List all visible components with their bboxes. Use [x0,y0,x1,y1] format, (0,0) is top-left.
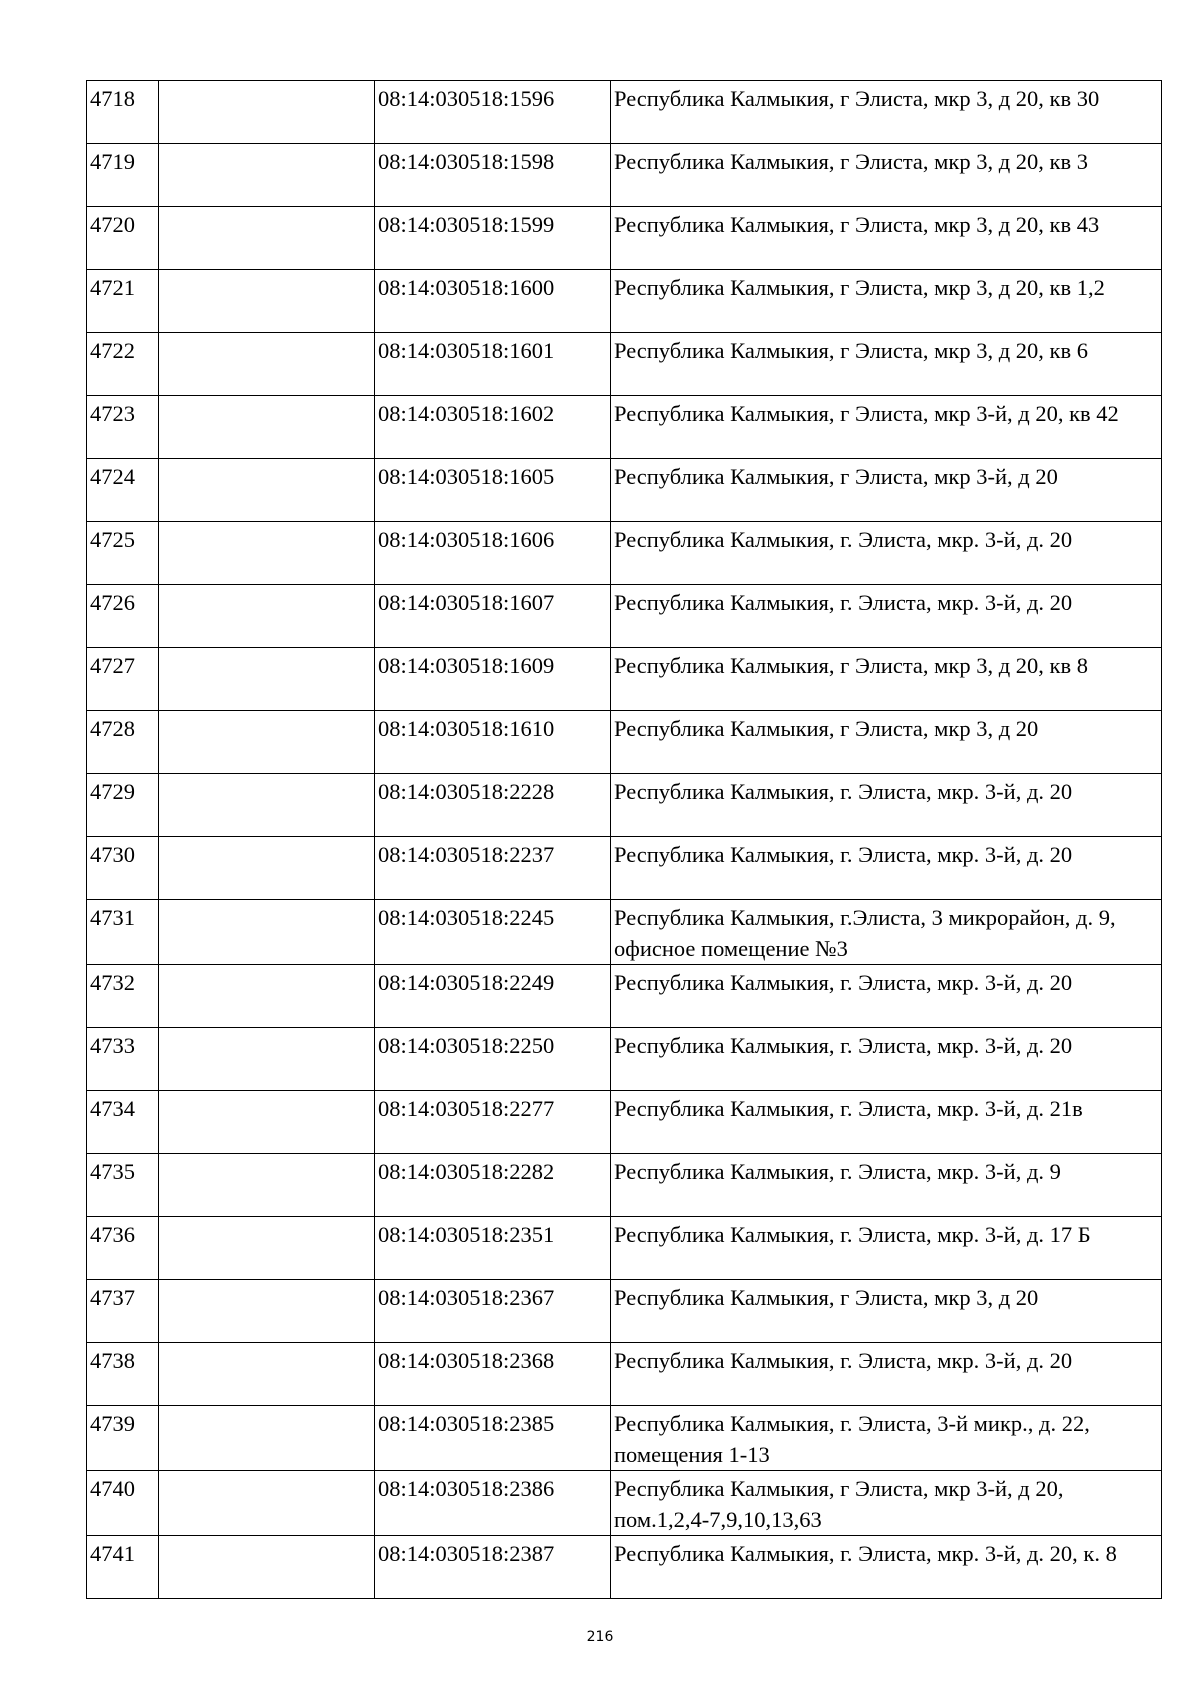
table-row [87,81,1162,144]
address-cell: Республика Калмыкия, г Элиста, мкр 3-й, д 20, пом.1,2,4-7,9,10,13,63 [611,1471,1162,1536]
cadastral-number-cell: 08:14:030518:1596 [375,81,611,144]
cadastral-number-cell: 08:14:030518:1610 [375,711,611,774]
row-number-cell: 4727 [87,648,159,711]
address-cell: Республика Калмыкия, г. Элиста, мкр. 3-й, д. 20 [611,522,1162,585]
table-row [87,1536,1162,1599]
empty-cell [159,1280,375,1343]
registry-table-body [87,81,1162,1599]
row-number-cell: 4726 [87,585,159,648]
empty-cell [159,585,375,648]
address-cell: Республика Калмыкия, г. Элиста, 3-й микр., д. 22, помещения 1-13 [611,1406,1162,1471]
address-cell: Республика Калмыкия, г Элиста, мкр 3, д 20, кв 3 [611,144,1162,207]
row-number-cell: 4732 [87,965,159,1028]
empty-cell [159,837,375,900]
address-cell: Республика Калмыкия, г. Элиста, мкр. 3-й, д. 20 [611,585,1162,648]
cadastral-number-cell: 08:14:030518:2245 [375,900,611,965]
row-number-cell: 4729 [87,774,159,837]
cadastral-number-cell: 08:14:030518:2368 [375,1343,611,1406]
row-number-cell: 4722 [87,333,159,396]
empty-cell [159,648,375,711]
table-row [87,459,1162,522]
row-number-cell: 4718 [87,81,159,144]
row-number-cell: 4725 [87,522,159,585]
table-row [87,1154,1162,1217]
address-cell: Республика Калмыкия, г. Элиста, мкр. 3-й, д. 20 [611,1028,1162,1091]
cadastral-number-cell: 08:14:030518:1600 [375,270,611,333]
table-row [87,207,1162,270]
empty-cell [159,81,375,144]
row-number-cell: 4736 [87,1217,159,1280]
empty-cell [159,711,375,774]
table-row [87,648,1162,711]
row-number-cell: 4733 [87,1028,159,1091]
empty-cell [159,270,375,333]
empty-cell [159,144,375,207]
table-row [87,965,1162,1028]
cadastral-number-cell: 08:14:030518:2367 [375,1280,611,1343]
empty-cell [159,965,375,1028]
address-cell: Республика Калмыкия, г. Элиста, мкр. 3-й, д. 20 [611,774,1162,837]
cadastral-number-cell: 08:14:030518:2351 [375,1217,611,1280]
row-number-cell: 4734 [87,1091,159,1154]
address-cell: Республика Калмыкия, г Элиста, мкр 3-й, д 20 [611,459,1162,522]
address-cell: Республика Калмыкия, г. Элиста, мкр. 3-й, д. 20, к. 8 [611,1536,1162,1599]
cadastral-number-cell: 08:14:030518:1606 [375,522,611,585]
empty-cell [159,333,375,396]
table-row [87,900,1162,965]
row-number-cell: 4740 [87,1471,159,1536]
cadastral-number-cell: 08:14:030518:2250 [375,1028,611,1091]
address-cell: Республика Калмыкия, г Элиста, мкр 3, д 20, кв 6 [611,333,1162,396]
empty-cell [159,1091,375,1154]
page-number: 216 [586,1629,614,1645]
table-row [87,837,1162,900]
table-row [87,1280,1162,1343]
cadastral-number-cell: 08:14:030518:2237 [375,837,611,900]
table-row [87,270,1162,333]
row-number-cell: 4723 [87,396,159,459]
table-row [87,585,1162,648]
row-number-cell: 4737 [87,1280,159,1343]
row-number-cell: 4741 [87,1536,159,1599]
empty-cell [159,1217,375,1280]
table-row [87,711,1162,774]
address-cell: Республика Калмыкия, г Элиста, мкр 3, д 20, кв 43 [611,207,1162,270]
address-cell: Республика Калмыкия, г Элиста, мкр 3, д 20 [611,711,1162,774]
address-cell: Республика Калмыкия, г. Элиста, мкр. 3-й, д. 9 [611,1154,1162,1217]
empty-cell [159,396,375,459]
cadastral-number-cell: 08:14:030518:1607 [375,585,611,648]
cadastral-number-cell: 08:14:030518:2386 [375,1471,611,1536]
address-cell: Республика Калмыкия, г Элиста, мкр 3, д 20, кв 1,2 [611,270,1162,333]
address-cell: Республика Калмыкия, г Элиста, мкр 3-й, д 20, кв 42 [611,396,1162,459]
empty-cell [159,1343,375,1406]
row-number-cell: 4739 [87,1406,159,1471]
row-number-cell: 4721 [87,270,159,333]
address-cell: Республика Калмыкия, г. Элиста, мкр. 3-й, д. 20 [611,965,1162,1028]
empty-cell [159,1028,375,1091]
cadastral-number-cell: 08:14:030518:2385 [375,1406,611,1471]
cadastral-number-cell: 08:14:030518:1599 [375,207,611,270]
row-number-cell: 4730 [87,837,159,900]
registry-table [86,80,1162,1599]
cadastral-number-cell: 08:14:030518:2282 [375,1154,611,1217]
table-row [87,522,1162,585]
table-row [87,144,1162,207]
address-cell: Республика Калмыкия, г. Элиста, мкр. 3-й, д. 17 Б [611,1217,1162,1280]
row-number-cell: 4719 [87,144,159,207]
row-number-cell: 4731 [87,900,159,965]
cadastral-number-cell: 08:14:030518:1601 [375,333,611,396]
empty-cell [159,1471,375,1536]
row-number-cell: 4728 [87,711,159,774]
table-row [87,1217,1162,1280]
empty-cell [159,774,375,837]
address-cell: Республика Калмыкия, г Элиста, мкр 3, д 20 [611,1280,1162,1343]
cadastral-number-cell: 08:14:030518:1605 [375,459,611,522]
cadastral-number-cell: 08:14:030518:1602 [375,396,611,459]
empty-cell [159,459,375,522]
table-row [87,1406,1162,1471]
address-cell: Республика Калмыкия, г Элиста, мкр 3, д 20, кв 8 [611,648,1162,711]
empty-cell [159,1406,375,1471]
table-row [87,1471,1162,1536]
cadastral-number-cell: 08:14:030518:1609 [375,648,611,711]
address-cell: Республика Калмыкия, г. Элиста, мкр. 3-й, д. 21в [611,1091,1162,1154]
empty-cell [159,207,375,270]
cadastral-number-cell: 08:14:030518:2228 [375,774,611,837]
empty-cell [159,522,375,585]
cadastral-number-cell: 08:14:030518:2277 [375,1091,611,1154]
table-row [87,774,1162,837]
table-row [87,1028,1162,1091]
address-cell: Республика Калмыкия, г. Элиста, мкр. 3-й, д. 20 [611,1343,1162,1406]
row-number-cell: 4720 [87,207,159,270]
cadastral-number-cell: 08:14:030518:2249 [375,965,611,1028]
cadastral-number-cell: 08:14:030518:1598 [375,144,611,207]
cadastral-number-cell: 08:14:030518:2387 [375,1536,611,1599]
empty-cell [159,1536,375,1599]
empty-cell [159,900,375,965]
row-number-cell: 4738 [87,1343,159,1406]
address-cell: Республика Калмыкия, г Элиста, мкр 3, д 20, кв 30 [611,81,1162,144]
table-row [87,333,1162,396]
row-number-cell: 4735 [87,1154,159,1217]
row-number-cell: 4724 [87,459,159,522]
table-row [87,1343,1162,1406]
table-row [87,396,1162,459]
empty-cell [159,1154,375,1217]
table-row [87,1091,1162,1154]
address-cell: Республика Калмыкия, г.Элиста, 3 микрорайон, д. 9, офисное помещение №3 [611,900,1162,965]
address-cell: Республика Калмыкия, г. Элиста, мкр. 3-й, д. 20 [611,837,1162,900]
